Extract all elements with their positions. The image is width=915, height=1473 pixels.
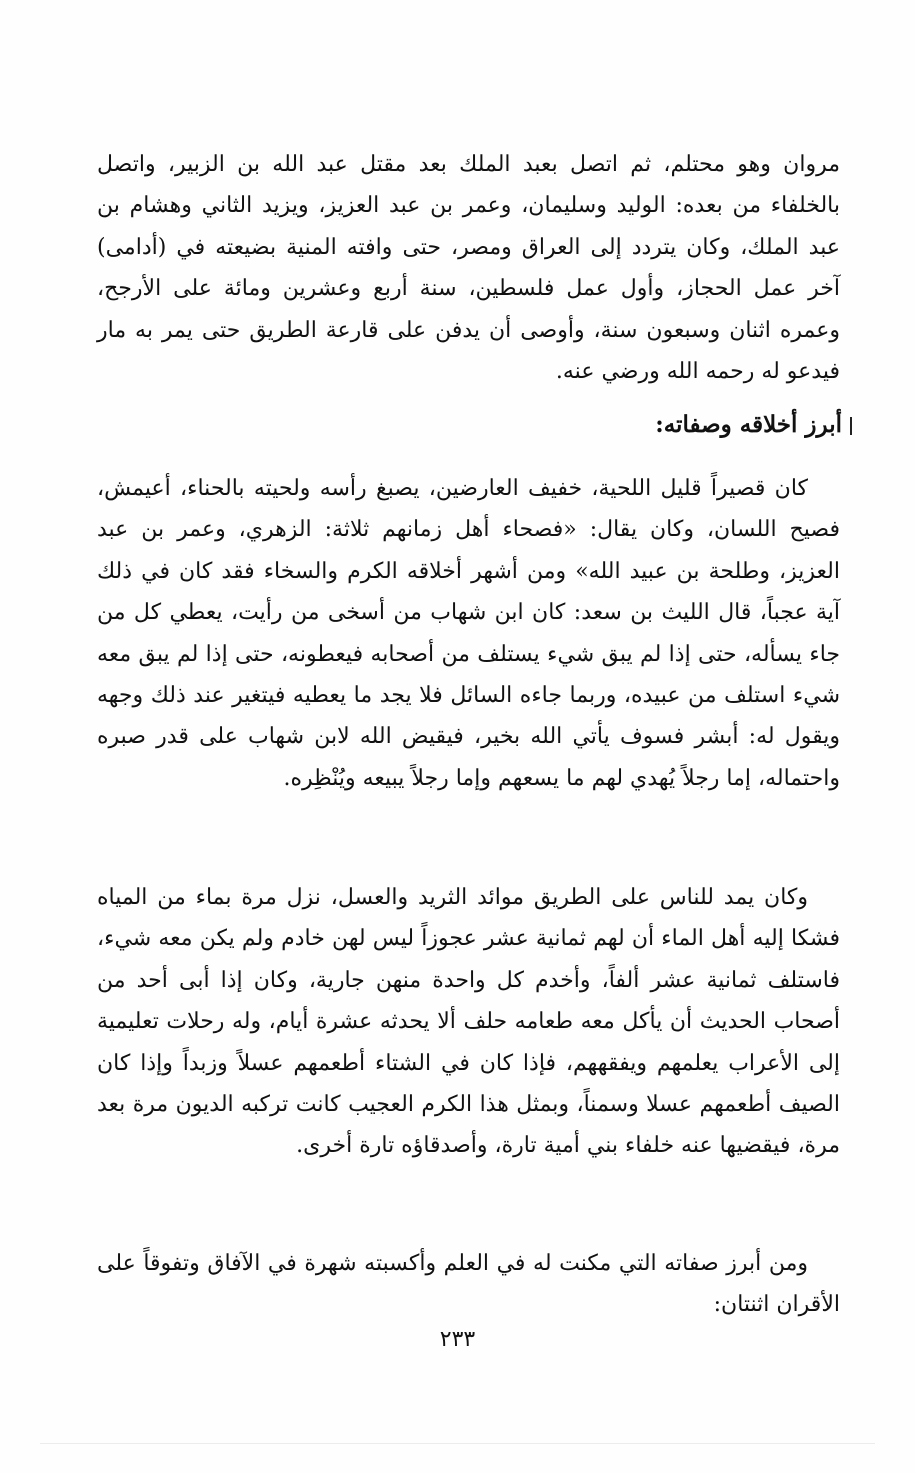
intro-paragraph: مروان وهو محتلم، ثم اتصل بعبد الملك بعد مقتل عبد الله بن الزبير، واتصل بالخلفاء من بعده: الوليد وسليمان، وعمر بن عبد العزيز، ويزيد الثاني وهشام بن عبد الملك، وكان يتردد إلى العراق ومصر، حتى وافته المنية بضيعته في (أدامى) آخر عمل الحجاز، وأول عمل فلسطين، سنة أربع وعشرين ومائة على الأرجح، وعمره اثنان وسبعون سنة، وأوصى أن يدفن على قارعة الطريق حتى يمر به مار فيدعو له رحمه الله ورضي عنه. xyxy=(97,152,840,385)
page-number: ٢٣٣ xyxy=(439,1327,476,1352)
paragraph-character-traits: كان قصيراً قليل اللحية، خفيف العارضين، يصبغ رأسه ولحيته بالحناء، أعيمش، فصيح اللسان، وكان يقال: «فصحاء أهل زمانهم ثلاثة: الزهري، وعمر بن عبد العزيز، وطلحة بن عبيد الله» ومن أشهر أخلاقه الكرم والسخاء فقد كان في ذلك آية عجباً، قال الليث بن سعد: كان ابن شهاب من أسخى من رأيت، يعطي كل من جاء يسأله، حتى إذا لم يبق شيء يستلف من أصحابه فيعطونه، حتى إذا لم يبق معه شيء استلف من عبيده، وربما جاءه السائل فلا يجد ما يعطيه فيتغير عند ذلك وجهه ويقول له: أبشر فسوف يأتي الله بخير، فيقيض الله لابن شهاب على قدر صبره واحتماله، إما رجلاً يُهدي لهم ما يسعهم وإما رجلاً يبيعه ويُنْظِره. xyxy=(97,476,840,791)
paragraph-generosity: وكان يمد للناس على الطريق موائد الثريد والعسل، نزل مرة بماء من المياه فشكا إليه أهل الماء أن لهم ثمانية عشر عجوزاً ليس لهن خادم ولم يكن معه شيء، فاستلف ثمانية عشر ألفاً، وأخدم كل واحدة منهن جارية، وكان إذا أبى أحد من أصحاب الحديث أن يأكل معه طعامه حلف ألا يحدثه عشرة أيام، وله رحلات تعليمية إلى الأعراب يعلمهم ويفقههم، فإذا كان في الشتاء أطعمهم عسلاً وزبداً وإذا كان الصيف أطعمهم عسلا وسمناً، وبمثل هذا الكرم العجيب كانت تركبه الديون مرة بعد مرة، فيقضيها عنه خلفاء بني أمية تارة، وأصدقاؤه تارة أخرى. xyxy=(97,885,840,1159)
section-heading: أبرز أخلاقه وصفاته: xyxy=(655,405,842,445)
page-bottom-edge xyxy=(40,1443,875,1444)
paragraph-notable-qualities: ومن أبرز صفاته التي مكنت له في العلم وأكسبته شهرة في الآفاق وتفوقاً على الأقران اثنتان: xyxy=(97,1251,840,1318)
